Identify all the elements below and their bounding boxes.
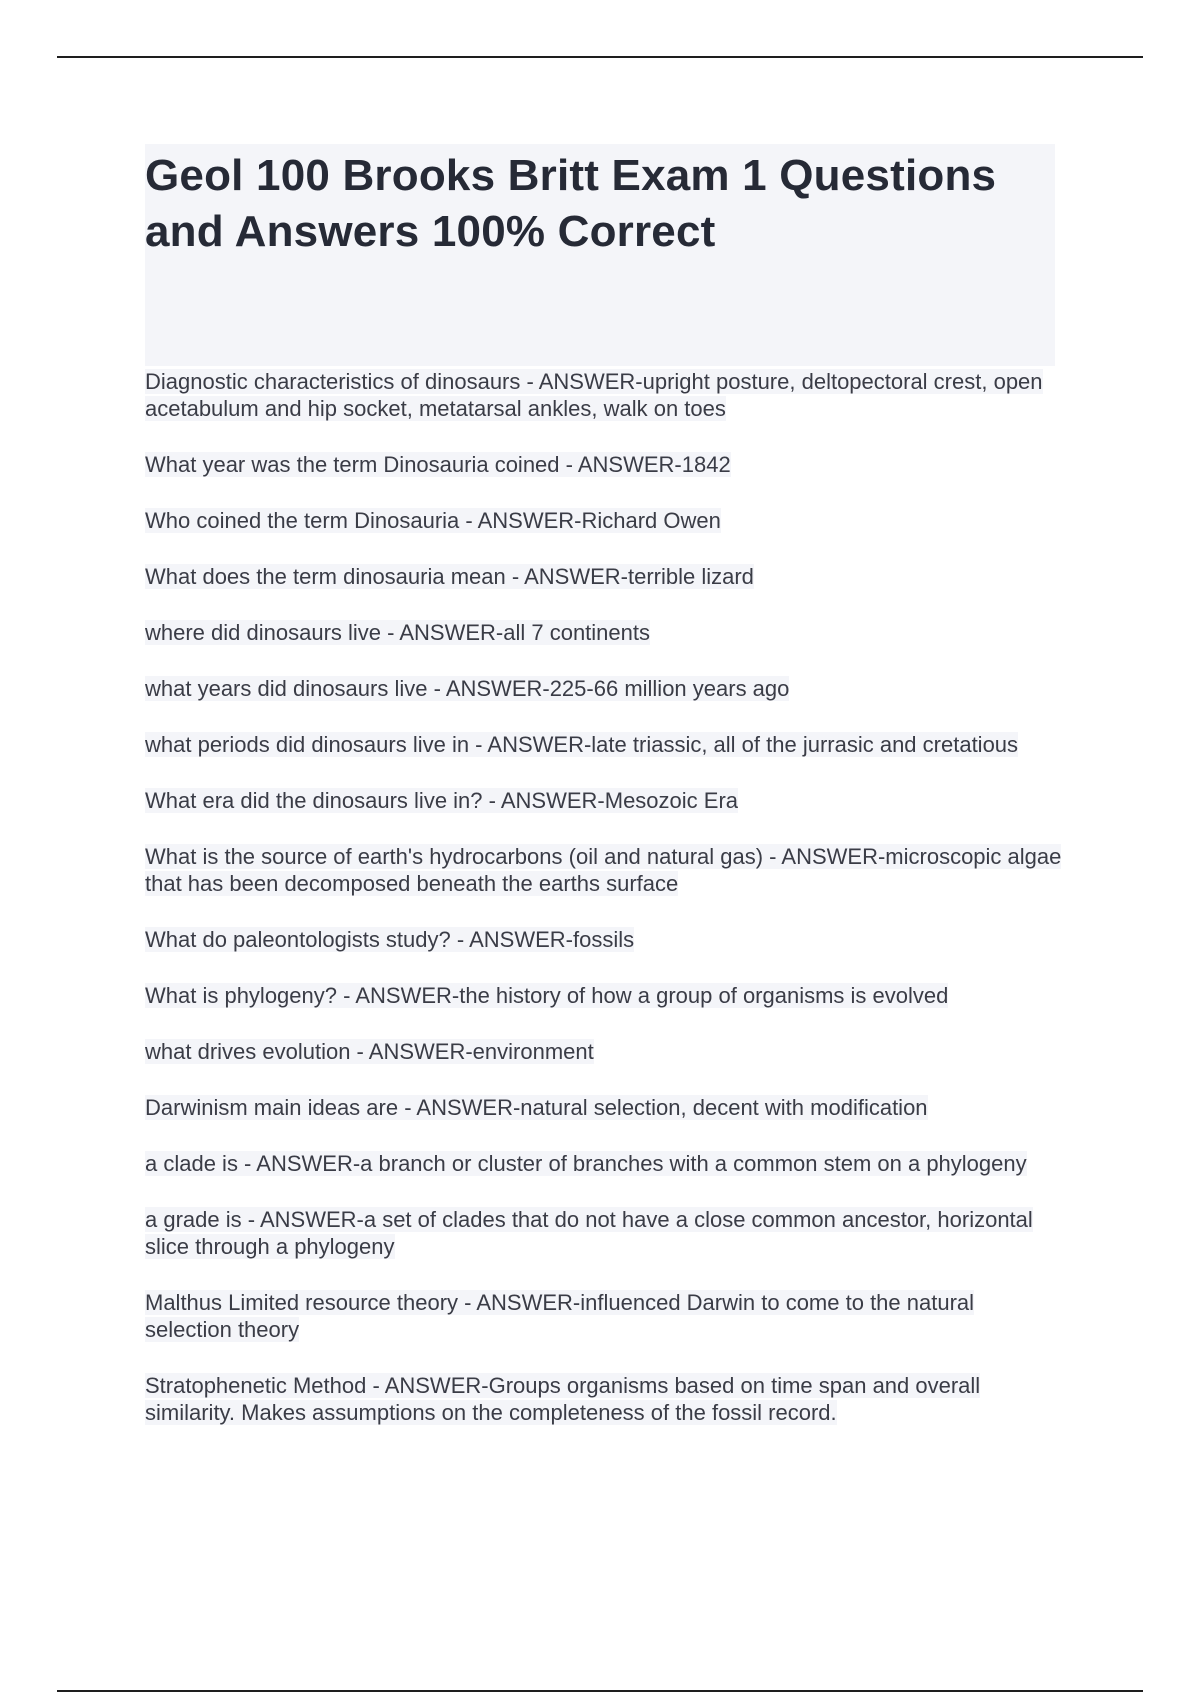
- qa-text: What year was the term Dinosauria coined - ANSWER-1842: [145, 452, 731, 477]
- qa-text: where did dinosaurs live - ANSWER-all 7 continents: [145, 620, 651, 645]
- qa-item: [145, 368, 1065, 422]
- qa-text: what drives evolution - ANSWER-environment: [145, 1039, 594, 1064]
- qa-item: [145, 787, 1065, 814]
- qa-text: What is phylogeny? - ANSWER-the history of how a group of organisms is evolved: [145, 983, 949, 1008]
- document-title: Geol 100 Brooks Britt Exam 1 Questions and Answers 100% Correct: [145, 151, 997, 256]
- qa-text: Diagnostic characteristics of dinosaurs - ANSWER-upright posture, deltopectoral crest, open acetabulum and hip socket, metatarsal ankles, walk on toes: [145, 369, 1043, 421]
- qa-text: What do paleontologists study? - ANSWER-fossils: [145, 927, 635, 952]
- qa-text: Darwinism main ideas are - ANSWER-natural selection, decent with modification: [145, 1095, 928, 1120]
- qa-item: [145, 1038, 1065, 1065]
- qa-item: [145, 1206, 1065, 1260]
- qa-text: what periods did dinosaurs live in - ANSWER-late triassic, all of the jurrasic and cretatious: [145, 732, 1019, 757]
- qa-text: a grade is - ANSWER-a set of clades that do not have a close common ancestor, horizontal slice through a phylogeny: [145, 1207, 1033, 1259]
- qa-item: [145, 1289, 1065, 1343]
- qa-item: [145, 507, 1065, 534]
- qa-item: [145, 843, 1065, 897]
- qa-text: What does the term dinosauria mean - ANSWER-terrible lizard: [145, 564, 754, 589]
- qa-item: [145, 619, 1065, 646]
- qa-text: What is the source of earth's hydrocarbons (oil and natural gas) - ANSWER-microscopic algae that has been decomposed beneath the earths surface: [145, 844, 1062, 896]
- top-divider: [57, 56, 1143, 58]
- qa-item: [145, 451, 1065, 478]
- qa-list: [145, 368, 1065, 1455]
- title-block: [145, 144, 1055, 366]
- qa-item: [145, 731, 1065, 758]
- qa-text: Stratophenetic Method - ANSWER-Groups organisms based on time span and overall similarity. Makes assumptions on the completeness of the fossil record.: [145, 1373, 981, 1425]
- bottom-divider: [57, 1690, 1143, 1692]
- qa-item: [145, 982, 1065, 1009]
- qa-text: Malthus Limited resource theory - ANSWER-influenced Darwin to come to the natural selection theory: [145, 1290, 975, 1342]
- qa-item: [145, 563, 1065, 590]
- qa-text: What era did the dinosaurs live in? - ANSWER-Mesozoic Era: [145, 788, 739, 813]
- qa-text: what years did dinosaurs live - ANSWER-225-66 million years ago: [145, 676, 790, 701]
- qa-text: a clade is - ANSWER-a branch or cluster of branches with a common stem on a phylogeny: [145, 1151, 1027, 1176]
- qa-item: [145, 675, 1065, 702]
- qa-text: Who coined the term Dinosauria - ANSWER-Richard Owen: [145, 508, 721, 533]
- qa-item: [145, 926, 1065, 953]
- qa-item: [145, 1150, 1065, 1177]
- qa-item: [145, 1372, 1065, 1426]
- qa-item: [145, 1094, 1065, 1121]
